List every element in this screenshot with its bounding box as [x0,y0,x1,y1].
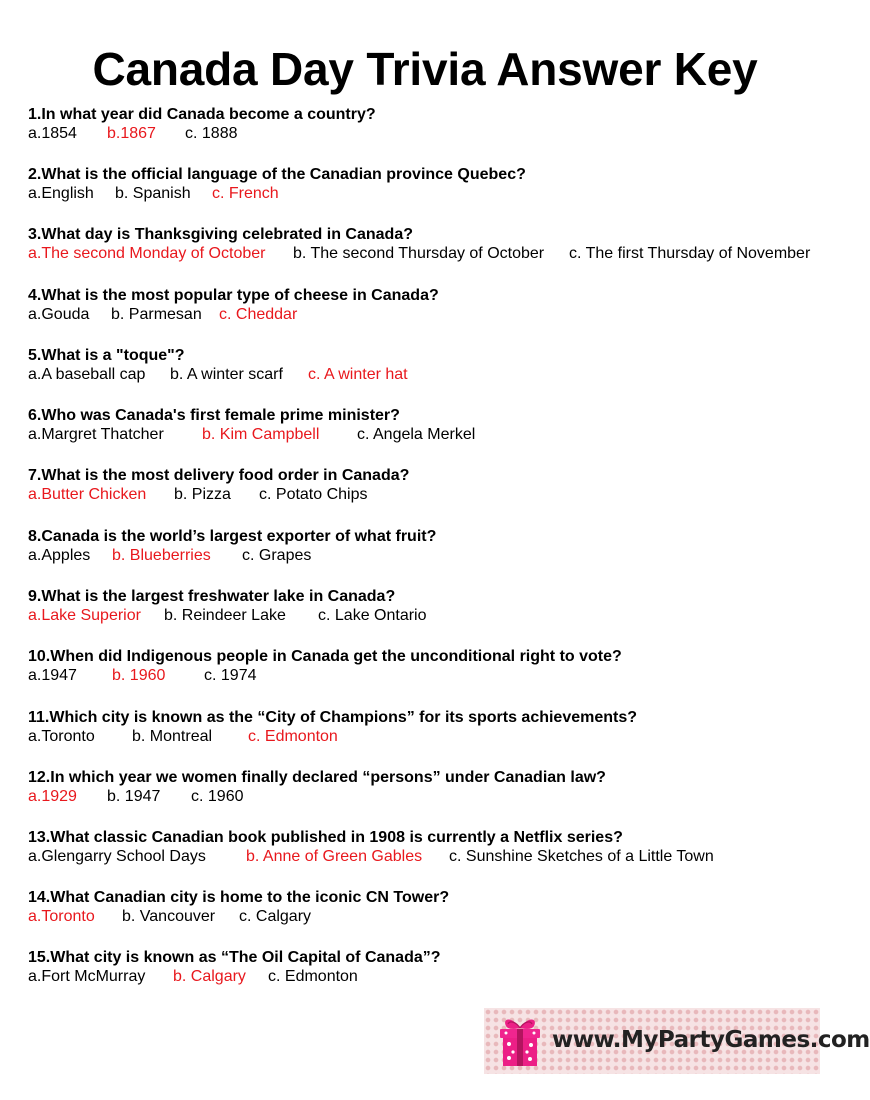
answer-option: b. Vancouver [122,908,216,925]
answer-option: a.Apples [28,547,91,564]
answer-option: a.A baseball cap [28,366,146,383]
answer-option: c. 1960 [191,788,244,805]
answer-option: c. Calgary [239,908,312,925]
answer-option-correct: b.1867 [107,125,156,142]
question-item [28,466,838,505]
site-logo [484,1008,870,1074]
question-text: 10.When did Indigenous people in Canada get the unconditional right to vote? [28,648,622,665]
answer-option-correct: b. Calgary [173,968,246,985]
answer-options [28,847,838,867]
question-text: 6.Who was Canada's first female prime minister? [28,407,400,424]
answer-option: b. Montreal [132,728,213,745]
question-item [28,105,838,144]
question-text: 12.In which year we women finally declared “persons” under Canadian law? [28,769,606,786]
gift-box-icon [494,1014,546,1070]
question-item [28,708,838,747]
question-text: 2.What is the official language of the Canadian province Quebec? [28,166,526,183]
answer-option-correct: b. Blueberries [112,547,211,564]
answer-option: c. 1974 [204,667,257,684]
answer-option-correct: c. Edmonton [248,728,338,745]
answer-options [28,305,838,325]
answer-option: a.1947 [28,667,77,684]
question-text: 3.What day is Thanksgiving celebrated in Canada? [28,226,413,243]
answer-option: a.Toronto [28,728,95,745]
answer-option: c. The first Thursday of November [569,245,811,262]
answer-options [28,425,838,445]
answer-option: a.Margret Thatcher [28,426,164,443]
question-item [28,948,838,987]
question-text: 15.What city is known as “The Oil Capital of Canada”? [28,949,441,966]
answer-option: c. Sunshine Sketches of a Little Town [449,848,714,865]
answer-options [28,124,838,144]
question-text: 4.What is the most popular type of cheese in Canada? [28,287,439,304]
answer-option-correct: c. French [212,185,279,202]
answer-option-correct: c. A winter hat [308,366,408,383]
answer-options [28,907,838,927]
answer-option-correct: b. 1960 [112,667,166,684]
answer-options [28,666,838,686]
question-text: 8.Canada is the world’s largest exporter of what fruit? [28,528,437,545]
answer-option: c. Lake Ontario [318,607,427,624]
answer-option: a.Glengarry School Days [28,848,206,865]
answer-option: c. Angela Merkel [357,426,476,443]
answer-option-correct: a.Butter Chicken [28,486,147,503]
question-item [28,647,838,686]
answer-option-correct: c. Cheddar [219,306,298,323]
answer-option-correct: a.Lake Superior [28,607,141,624]
answer-options [28,546,838,566]
answer-option: a.Fort McMurray [28,968,146,985]
answer-option: c. 1888 [185,125,238,142]
answer-option: b. Parmesan [111,306,202,323]
answer-option: b. Spanish [115,185,191,202]
answer-option: c. Edmonton [268,968,358,985]
answer-option-correct: b. Anne of Green Gables [246,848,423,865]
answer-option: a.English [28,185,94,202]
question-text: 5.What is a "toque"? [28,347,185,364]
question-text: 11.Which city is known as the “City of Champions” for its sports achievements? [28,709,638,726]
answer-options [28,606,838,626]
question-item [28,406,838,445]
page-title: Canada Day Trivia Answer Key [92,43,758,95]
question-item [28,165,838,204]
question-text: 14.What Canadian city is home to the iconic CN Tower? [28,889,450,906]
answer-options [28,787,838,807]
answer-option: b. Reindeer Lake [164,607,286,624]
answer-options [28,244,838,264]
answer-options [28,727,838,747]
question-item [28,225,838,264]
answer-option: a.1854 [28,125,77,142]
answer-options [28,485,838,505]
answer-options [28,184,838,204]
answer-option: b. The second Thursday of October [293,245,545,262]
question-item [28,346,838,385]
question-item [28,828,838,867]
question-item [28,286,838,325]
question-text: 9.What is the largest freshwater lake in Canada? [28,588,396,605]
logo-text: www.MyPartyGames.com [552,1027,870,1053]
answer-option: b. 1947 [107,788,161,805]
answer-option-correct: a.Toronto [28,908,95,925]
answer-option-correct: b. Kim Campbell [202,426,320,443]
question-text: 7.What is the most delivery food order in Canada? [28,467,410,484]
answer-option: a.Gouda [28,306,90,323]
question-item [28,768,838,807]
answer-option-correct: a.1929 [28,788,77,805]
answer-option: c. Grapes [242,547,312,564]
answer-option: c. Potato Chips [259,486,368,503]
question-item [28,587,838,626]
answer-options [28,365,838,385]
question-text: 13.What classic Canadian book published in 1908 is currently a Netflix series? [28,829,623,846]
answer-option: b. Pizza [174,486,231,503]
answer-options [28,967,838,987]
answer-option: b. A winter scarf [170,366,283,383]
question-item [28,527,838,566]
question-text: 1.In what year did Canada become a country? [28,106,376,123]
answer-option-correct: a.The second Monday of October [28,245,266,262]
question-item [28,888,838,927]
